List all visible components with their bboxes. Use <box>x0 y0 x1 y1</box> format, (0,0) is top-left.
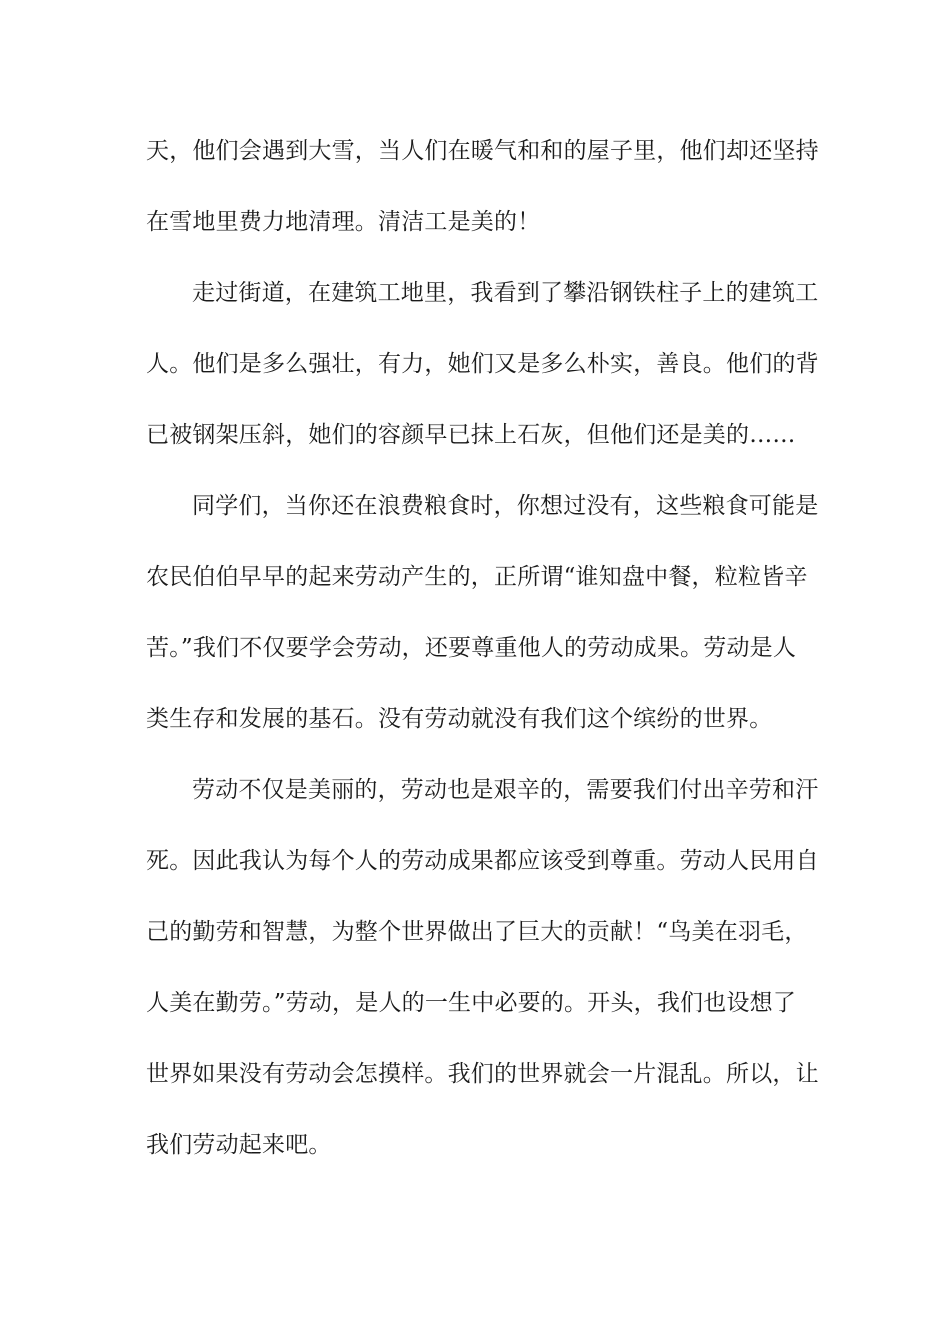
paragraph-first-line: 劳动不仅是美丽的，劳动也是艰辛的，需要我们付出辛劳和汗 <box>192 777 819 803</box>
text-line: 农民伯伯早早的起来劳动产生的，正所谓“谁知盘中餐，粒粒皆辛 <box>146 564 808 590</box>
body-text <box>146 122 819 1187</box>
text-line: 人美在勤劳。”劳动，是人的一生中必要的。开头，我们也设想了 <box>146 990 797 1016</box>
text-line: 己的勤劳和智慧，为整个世界做出了巨大的贡献！“鸟美在羽毛， <box>146 919 808 945</box>
text-line: 在雪地里费力地清理。清洁工是美的！ <box>146 209 541 235</box>
text-line: 世界如果没有劳动会怎摸样。我们的世界就会一片混乱。所以，让 <box>146 1061 819 1087</box>
text-line: 天，他们会遇到大雪，当人们在暖气和和的屋子里，他们却还坚持 <box>146 138 819 164</box>
text-line: 我们劳动起来吧。 <box>146 1132 332 1158</box>
text-line: 苦。”我们不仅要学会劳动，还要尊重他人的劳动成果。劳动是人 <box>146 635 797 661</box>
text-line: 死。因此我认为每个人的劳动成果都应该受到尊重。劳动人民用自 <box>146 848 819 874</box>
text-line: 已被钢架压斜，她们的容颜早已抹上石灰，但他们还是美的…… <box>146 422 796 448</box>
paragraph-first-line: 同学们，当你还在浪费粮食时，你想过没有，这些粮食可能是 <box>192 493 819 519</box>
paragraph-first-line: 走过街道，在建筑工地里，我看到了攀沿钢铁柱子上的建筑工 <box>192 280 819 306</box>
text-line: 类生存和发展的基石。没有劳动就没有我们这个缤纷的世界。 <box>146 706 773 732</box>
text-line: 人。他们是多么强壮，有力，她们又是多么朴实，善良。他们的背 <box>146 351 819 377</box>
